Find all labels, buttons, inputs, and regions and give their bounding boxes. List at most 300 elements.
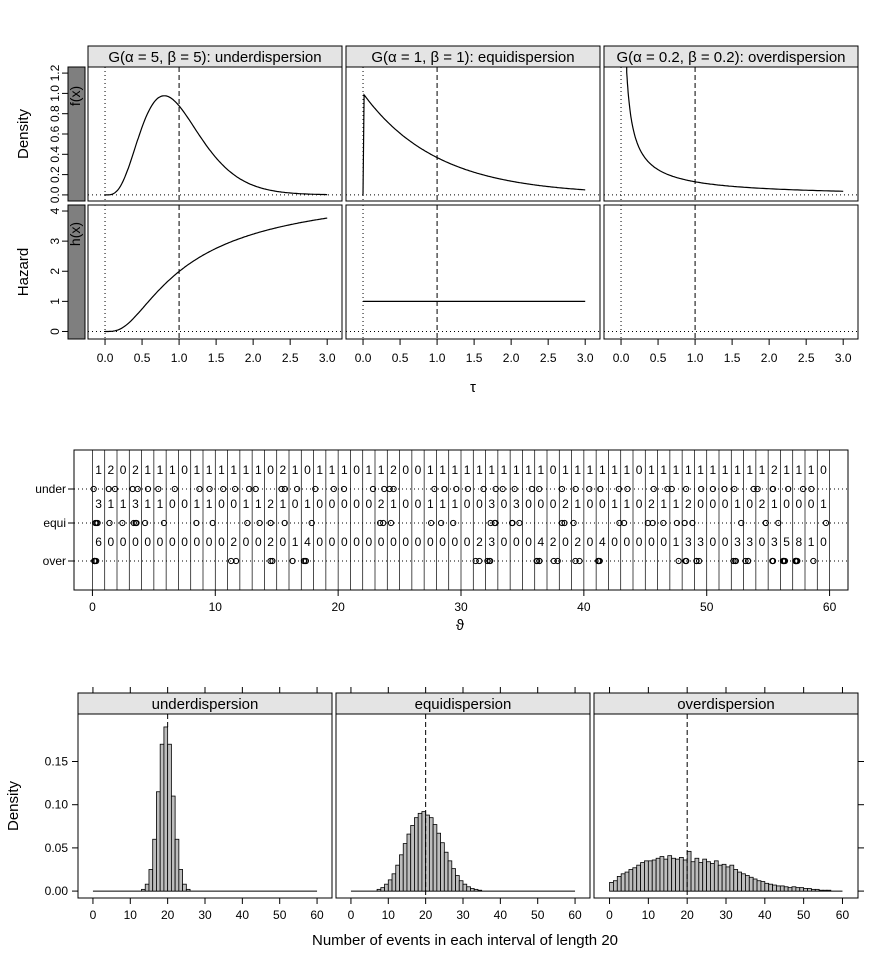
histogram-bar [617,876,621,891]
interval-count-label: 1 [193,497,201,511]
histogram-bar [660,857,664,892]
event-point [763,520,768,525]
histogram-bar [381,888,385,891]
histogram-bar [804,889,808,892]
y-tick-label: 2 [48,267,63,275]
event-point [253,486,258,491]
interval-count-label: 1 [426,497,434,511]
interval-count-label: 1 [783,463,790,477]
interval-count-label: 0 [635,497,643,511]
interval-count-label: 2 [758,497,766,511]
y-tick-label: 0.05 [44,840,68,855]
interval-count-label: 1 [377,463,385,477]
interval-count-label: 1 [304,497,311,511]
interval-count-label: 0 [267,463,274,477]
interval-count-label: 3 [132,497,139,511]
histogram-bar [823,890,827,891]
histogram-bar [403,844,407,892]
interval-count-label: 2 [267,535,274,549]
interval-count-label: 1 [611,497,618,511]
row-strip-label: h(x) [67,221,83,247]
histogram-bar [396,865,400,891]
x-tick-label: 10 [381,908,395,922]
histogram-bar [613,881,617,891]
interval-count-label: 1 [426,463,434,477]
histogram-bar [734,869,738,891]
y-tick-label: 0.10 [44,797,68,812]
interval-count-label: 0 [304,463,311,477]
interval-count-label: 0 [414,463,422,477]
interval-count-label: 0 [648,535,655,549]
interval-count-label: 1 [537,463,545,477]
x-tick-label: 0 [89,908,97,922]
interval-count-label: 0 [426,535,434,549]
interval-count-label: 3 [95,497,102,511]
histogram-bar [459,881,463,891]
interval-count-label: 1 [328,463,336,477]
x-tick-label: 0 [89,600,96,614]
event-point [331,486,336,491]
interval-count-label: 2 [476,535,483,549]
interval-count-label: 0 [316,535,324,549]
interval-count-label: 3 [770,535,778,549]
interval-count-label: 1 [795,463,803,477]
category-label: over [42,554,66,568]
interval-count-label: 6 [95,535,102,549]
x-tick-label: 2.5 [797,351,815,365]
interval-count-label: 1 [611,463,618,477]
interval-count-label: 1 [107,497,115,511]
interval-count-label: 1 [807,463,815,477]
x-tick-label: 40 [493,908,508,922]
interval-count-label: 1 [156,497,164,511]
y-axis-label: Density [5,780,22,832]
interval-count-label: 0 [414,497,422,511]
y-tick-label: 0.4 [48,145,63,163]
interval-count-label: 1 [156,463,164,477]
interval-count-label: 0 [537,497,545,511]
x-tick-label: 0 [606,908,613,922]
histogram-bar [183,884,187,891]
histogram-bar [718,865,722,891]
interval-count-label: 1 [709,463,717,477]
interval-count-label: 0 [218,497,225,511]
interval-count-label: 1 [340,463,348,477]
x-tick-label: 20 [160,908,175,922]
histogram-bar [819,890,823,891]
interval-count-label: 1 [562,463,569,477]
x-tick-label: 30 [719,908,733,922]
x-tick-label: 60 [568,908,582,922]
interval-count-label: 1 [660,497,668,511]
category-label: equi [43,516,66,530]
histogram-bar [742,874,746,891]
y-tick-label: 1.2 [48,64,63,82]
interval-count-label: 0 [377,535,385,549]
interval-count-label: 1 [168,463,176,477]
histogram-bar [400,855,404,891]
histogram-bar [186,889,190,891]
density-hazard-chart [15,46,858,396]
histogram-bar [429,818,433,891]
interval-count-label: 1 [734,463,741,477]
interval-count-label: 3 [488,497,496,511]
interval-count-label: 0 [439,535,446,549]
interval-count-label: 0 [414,535,422,549]
interval-count-label: 0 [168,535,176,549]
histogram-bar [433,825,437,892]
histogram-bar [703,859,707,891]
y-tick-label: 3 [48,237,63,245]
histogram-bar [780,886,784,891]
histogram-bar [753,879,757,891]
histogram-bar [672,858,676,891]
interval-count-label: 3 [697,535,704,549]
histogram-bar [808,889,812,892]
x-axis-label: ϑ [455,617,465,634]
histogram-bar [448,861,452,891]
y-tick-label: 0.6 [48,125,63,143]
x-tick-label: 10 [123,908,137,922]
interval-count-label: 0 [279,535,287,549]
interval-count-label: 1 [648,463,655,477]
x-tick-label: 2.0 [244,351,262,365]
event-point [699,486,704,491]
interval-count-label: 1 [770,497,778,511]
interval-count-label: 0 [328,497,336,511]
event-point [233,486,238,491]
interval-count-label: 0 [721,497,729,511]
interval-count-label: 1 [439,463,446,477]
interval-count-label: 1 [119,497,127,511]
interval-count-label: 0 [107,535,115,549]
histogram-bar [160,744,164,891]
histogram-bar [411,825,415,891]
event-point [661,520,666,525]
event-point [587,486,592,491]
histogram-bar [153,839,157,891]
histogram-bar [392,874,396,891]
histogram-bar [730,865,734,891]
histogram-bar [452,869,456,891]
interval-count-label: 0 [709,535,717,549]
x-tick-label: 2.5 [281,351,299,365]
histogram-bar [699,863,703,892]
y-tick-label: 0.00 [44,884,68,899]
y-tick-label: 0.2 [48,166,63,183]
histogram-bar [765,883,769,891]
histogram-bar [726,867,730,891]
x-tick-label: 3.0 [834,351,852,365]
interval-count-label: 1 [512,463,520,477]
interval-count-label: 2 [549,535,557,549]
histogram-bar [679,857,683,891]
panel-frame [78,714,332,898]
histogram-bar [644,861,648,891]
x-tick-label: 20 [331,600,345,614]
interval-count-label: 1 [242,463,250,477]
histogram-bar [456,876,460,892]
x-tick-label: 20 [418,908,433,922]
interval-count-label: 0 [623,535,631,549]
x-tick-label: 0.0 [354,351,372,365]
x-tick-label: 0.0 [96,351,114,365]
interval-count-label: 0 [402,535,410,549]
event-point [537,486,542,491]
interval-count-label: 4 [304,535,311,549]
interval-count-label: 1 [291,463,299,477]
histogram-bar [437,833,441,891]
interval-count-label: 0 [328,535,336,549]
x-tick-label: 30 [198,908,212,922]
interval-count-label: 0 [746,497,754,511]
x-tick-label: 60 [310,908,324,922]
histogram-bar [407,834,411,891]
density-curve [627,67,844,191]
x-tick-label: 0.5 [649,351,667,365]
y-tick-label: 0.0 [48,186,63,204]
event-point [245,520,250,525]
interval-count-label: 1 [279,497,287,511]
panel-frame [336,714,590,898]
interval-count-label: 1 [623,463,631,477]
x-tick-label: 50 [700,600,714,614]
x-tick-label: 3.0 [576,351,594,365]
x-tick-label: 30 [456,908,470,922]
y-tick-label: 1 [48,298,63,305]
interval-count-label: 0 [291,497,299,511]
x-tick-label: 1.5 [465,351,483,365]
interval-count-label: 0 [795,497,803,511]
interval-count-label: 1 [193,463,201,477]
histogram-bar [652,860,656,891]
event-point [197,486,202,491]
histogram-bar [426,815,430,891]
panel-strip-label: equidispersion [414,696,512,713]
interval-count-label: 0 [635,463,643,477]
histogram-bar [722,864,726,891]
interval-count-label: 1 [672,497,680,511]
interval-count-label: 1 [95,463,102,477]
interval-count-label: 8 [795,535,803,549]
interval-count-label: 0 [562,535,569,549]
event-point [811,558,816,563]
interval-count-label: 1 [205,497,213,511]
panel-strip-label: overdispersion [677,696,775,713]
x-tick-label: 40 [577,600,591,614]
interval-count-label: 0 [353,463,360,477]
x-tick-label: 3.0 [318,351,336,365]
histogram-bar [691,862,695,891]
x-tick-label: 2.0 [502,351,520,365]
interval-count-label: 1 [734,497,741,511]
interval-count-label: 1 [721,463,729,477]
x-tick-label: 40 [758,908,772,922]
interval-count-label: 0 [119,463,127,477]
histogram-bar [441,843,445,891]
histogram-bar [629,869,633,891]
x-tick-label: 0.5 [391,351,409,365]
histogram-bar [648,861,652,891]
x-tick-label: 1.0 [686,351,704,365]
interval-count-label: 0 [758,535,766,549]
histogram-bar [149,869,153,891]
event-point [381,520,386,525]
interval-count-label: 1 [144,497,152,511]
interval-count-label: 0 [463,535,471,549]
event-point [391,486,396,491]
event-point [451,520,456,525]
histogram-bar [156,792,160,891]
histogram-bar [388,880,392,891]
histogram-bar [757,881,761,891]
histogram-bar [800,888,804,891]
x-tick-label: 1.5 [207,351,225,365]
histogram-bar [474,889,478,891]
interval-count-label: 0 [598,497,606,511]
histogram-bar [749,877,753,891]
interval-count-label: 0 [709,497,717,511]
interval-count-label: 1 [218,463,225,477]
event-point [221,486,226,491]
histogram-bar [788,888,792,891]
panel-frame [88,67,342,201]
histogram-bar [738,872,742,891]
histogram-bar [676,859,680,891]
interval-count-label: 1 [254,463,262,477]
category-label: under [35,482,66,496]
interval-count-label: 3 [488,535,496,549]
interval-count-label: 2 [648,497,655,511]
histogram-bar [811,889,815,891]
interval-count-label: 0 [193,535,201,549]
interval-count-label: 0 [390,535,397,549]
interval-count-label: 2 [770,463,778,477]
interval-count-label: 1 [316,463,324,477]
histogram-bar [687,851,691,891]
histogram-bar [773,885,777,891]
interval-count-label: 0 [230,497,238,511]
histogram-bar [656,858,660,891]
interval-count-label: 1 [660,463,668,477]
interval-count-label: 0 [316,497,324,511]
interval-count-label: 0 [500,497,508,511]
x-tick-label: 50 [531,908,545,922]
histogram-bar [168,744,172,891]
x-tick-label: 1.5 [723,351,741,365]
interval-count-label: 0 [549,463,557,477]
interval-count-label: 1 [242,497,250,511]
interval-count-label: 0 [586,497,594,511]
histogram-bar [714,861,718,891]
interval-count-label: 2 [684,497,692,511]
histogram-bar [171,796,175,891]
histogram-bar [179,869,183,891]
interval-count-label: 1 [463,463,471,477]
interval-count-label: 1 [500,463,508,477]
interval-count-label: 0 [525,497,532,511]
interval-count-label: 1 [390,497,397,511]
interval-count-label: 2 [562,497,569,511]
interval-count-label: 0 [525,535,532,549]
interval-count-label: 1 [746,463,754,477]
x-tick-label: 0 [347,908,355,922]
x-tick-label: 10 [641,908,656,922]
histogram-bar [470,889,474,892]
x-axis-label: Number of events in each interval of length 20 [311,932,619,949]
hazard-curve [105,218,327,331]
histogram-bar [827,890,831,891]
interval-count-label: 2 [390,463,397,477]
histogram-bar [145,884,149,891]
interval-count-label: 1 [807,535,815,549]
interval-count-label: 1 [598,463,606,477]
interval-count-label: 0 [820,463,827,477]
interval-count-label: 1 [525,463,532,477]
interval-count-label: 0 [402,463,410,477]
histogram-bar [633,868,637,891]
interval-count-label: 2 [377,497,385,511]
interval-count-label: 0 [721,535,729,549]
interval-count-label: 1 [291,535,299,549]
interval-count-label: 0 [132,535,139,549]
interval-count-label: 0 [340,497,348,511]
y-tick-label: 4 [48,207,63,215]
interval-count-label: 0 [181,463,188,477]
histogram-bar [418,813,422,891]
interval-count-label: 1 [439,497,446,511]
row-strip-label: f(x) [67,85,83,107]
histogram-bar [478,890,482,891]
interval-count-label: 0 [181,535,188,549]
interval-count-label: 0 [168,497,176,511]
interval-count-label: 1 [451,497,459,511]
panel-frame [604,205,858,339]
histogram-bar [668,856,672,891]
interval-count-label: 1 [574,497,582,511]
y-tick-label: 1.0 [48,85,63,102]
histogram-bar [414,818,418,891]
interval-count-label: 0 [181,497,188,511]
interval-count-label: 0 [476,497,483,511]
y-tick-label: 0 [48,328,63,335]
event-count-histograms [5,687,864,949]
interval-count-label: 3 [512,497,520,511]
x-tick-label: 1.0 [428,351,446,365]
interval-count-label: 2 [132,463,139,477]
interval-count-label: 0 [697,497,704,511]
interval-count-label: 0 [512,535,520,549]
interval-count-label: 3 [746,535,754,549]
interval-count-label: 0 [144,535,152,549]
interval-count-label: 1 [574,463,582,477]
interval-count-label: 4 [537,535,545,549]
panel-frame [604,67,858,201]
panel-frame [346,67,600,201]
x-tick-label: 10 [208,600,222,614]
histogram-bar [385,884,389,891]
x-tick-label: 0.5 [133,351,151,365]
interval-count-label: 1 [205,463,213,477]
histogram-bar [467,887,471,891]
event-point [517,520,522,525]
interval-count-label: 3 [684,535,692,549]
histogram-bar [707,862,711,891]
interval-count-label: 1 [488,463,496,477]
event-point [477,558,482,563]
panel-frame [88,205,342,339]
histogram-bar [796,888,800,891]
